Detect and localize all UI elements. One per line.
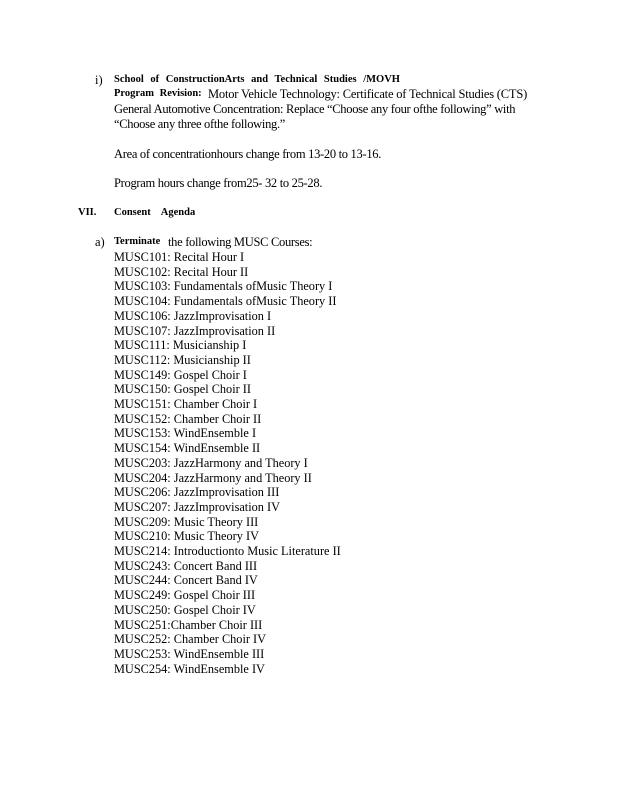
course-item: MUSC103: Fundamentals ofMusic Theory I [114,279,333,294]
course-item: MUSC254: WindEnsemble IV [114,661,265,676]
course-item: MUSC152: Chamber Choir II [114,411,262,426]
terminate-text: the following MUSC Courses: [168,235,313,249]
course-item: MUSC253: WindEnsemble III [114,646,265,661]
item-marker-i: i) [95,73,103,87]
course-item: MUSC101: Recital Hour I [114,250,245,264]
school-heading: School of ConstructionArts and Technical Studies /MOVH [114,74,400,85]
course-item: MUSC149: Gospel Choir I [114,367,247,382]
section-title: Consent Agenda [114,207,196,218]
course-item: MUSC102: Recital Hour II [114,264,249,279]
course-item: MUSC203: JazzHarmony and Theory I [114,455,308,470]
area-hours-change: Area of concentrationhours change from 13-20 to 13-16. [114,147,382,161]
course-item: MUSC209: Music Theory III [114,514,259,529]
concentration-line-1: General Automotive Concentration: Replace “Choose any four ofthe following” with [114,102,516,116]
course-item: MUSC252: Chamber Choir IV [114,632,266,647]
course-item: MUSC249: Gospel Choir III [114,588,256,603]
course-item: MUSC251:Chamber Choir III [114,617,263,632]
course-item: MUSC204: JazzHarmony and Theory II [114,470,312,485]
course-item: MUSC153: WindEnsemble I [114,426,257,441]
concentration-line-2: “Choose any three ofthe following.” [114,117,286,131]
course-item: MUSC107: JazzImprovisation II [114,323,276,338]
course-item: MUSC150: Gospel Choir II [114,382,251,397]
item-marker-a: a) [95,235,105,249]
course-item: MUSC210: Music Theory IV [114,529,259,544]
course-item: MUSC244: Concert Band IV [114,573,258,588]
course-item: MUSC151: Chamber Choir I [114,397,258,412]
course-item: MUSC207: JazzImprovisation IV [114,499,280,514]
terminate-label: Terminate [114,236,161,247]
course-item: MUSC206: JazzImprovisation III [114,485,280,500]
course-item: MUSC104: Fundamentals ofMusic Theory II [114,294,337,309]
course-item: MUSC214: Introductionto Music Literature II [114,544,341,559]
course-item: MUSC243: Concert Band III [114,558,258,573]
program-revision-text: Motor Vehicle Technology: Certificate of Technical Studies (CTS) [208,87,528,101]
course-item: MUSC111: Musicianship I [114,338,247,353]
program-revision-label: Program Revision: [114,88,202,99]
course-list [114,250,341,676]
section-numeral: VII. [78,207,97,218]
course-item: MUSC154: WindEnsemble II [114,441,261,456]
program-hours-change: Program hours change from25- 32 to 25-28. [114,176,323,190]
course-item: MUSC106: JazzImprovisation I [114,308,272,323]
course-item: MUSC250: Gospel Choir IV [114,602,256,617]
course-item: MUSC112: Musicianship II [114,352,251,367]
